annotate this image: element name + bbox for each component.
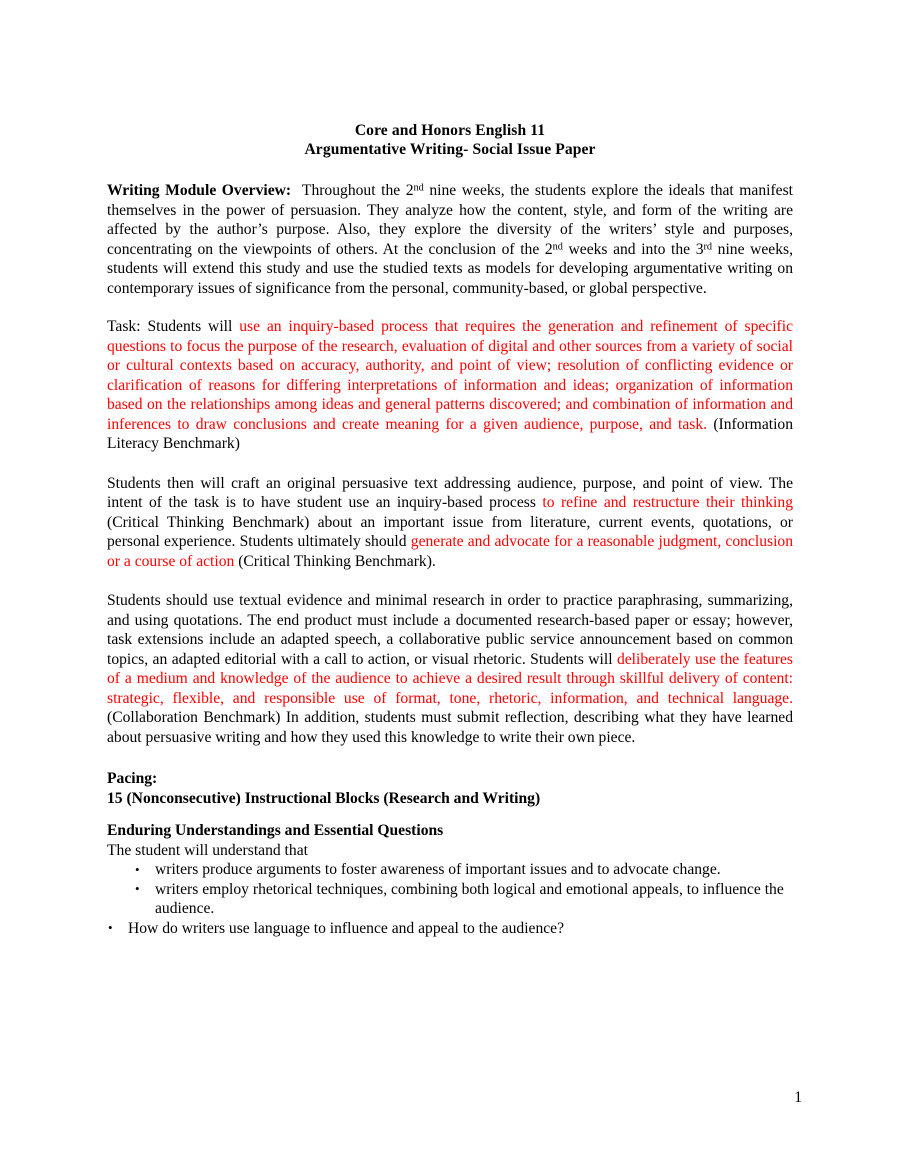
evidence-part-1: Students should use textual evidence and minimal research in order to practice paraphrasing, summarizing, and using quotations. The end product must include a documented research-based paper or essay; however, task extensions include an adapted speech, a collaborative public service announcement based on common topics, an adapted editorial with a call to action, or visual rhetoric. Students will — [107, 592, 793, 668]
understandings-list — [107, 860, 793, 938]
craft-part-1: Students then will craft an original persuasive text addressing audience, purpose, and point of view. The intent of the task is to have student use an inquiry-based process — [107, 474, 793, 512]
overview-text-a — [291, 182, 302, 199]
understandings-lead-in: The student will understand that — [107, 841, 308, 859]
superscript-rd-1: rd — [703, 241, 713, 253]
overview-text-d: nine weeks, students will extend this study and use the studied texts as models for developing argumentative writing on contemporary issues of significance from the personal, community-based, or global perspective. — [107, 240, 793, 297]
paragraph-task — [107, 317, 793, 454]
list-item: • writers produce arguments to foster awareness of important issues and to advocate change. — [107, 860, 793, 880]
list-item: • writers employ rhetorical techniques, combining both logical and emotional appeals, to influence the audience. — [107, 880, 793, 919]
spacer — [107, 571, 793, 591]
task-red-text: use an inquiry-based process that requires the generation and refinement of specific questions to focus the purpose of the research, evaluation of digital and other sources from a variety of social or cultural contexts based on accuracy, authority, and point of view; resolution of conflicting evidence or clarification of reasons for differing interpretations of information and ideas; organization of information based on the relationships among ideas and general patterns discovered; and combination of information and inferences to draw conclusions and create meaning for a given audience, purpose, and task. — [107, 318, 793, 433]
page-number: 1 — [794, 1089, 802, 1106]
spacer — [107, 454, 793, 474]
superscript-nd-1: nd — [413, 182, 424, 194]
paragraph-writing-module-overview — [107, 181, 793, 298]
list-item-essential-question: • How do writers use language to influence and appeal to the audience? — [107, 919, 793, 939]
spacer — [107, 159, 793, 181]
page-title — [107, 122, 793, 159]
craft-part-3: (Critical Thinking Benchmark). — [234, 552, 436, 570]
pacing-value: 15 (Nonconsecutive) Instructional Blocks (Research and Writing) — [107, 789, 541, 807]
craft-red-1: to refine and restructure their thinking — [542, 494, 793, 512]
enduring-understandings-heading: Enduring Understandings and Essential Questions — [107, 822, 444, 840]
overview-label: Writing Module Overview: — [107, 182, 292, 200]
craft-red-2: generate and advocate for a reasonable judgment, conclusion or a course of action — [107, 533, 793, 570]
task-label: Task: Students will — [107, 318, 240, 336]
overview-text-b: nine weeks, the students explore the ideals that manifest themselves in the power of persuasion. They analyze how the content, style, and form of the writing are affected by the author’s purpose. Also, they explore the diversity of the writers’ style and purposes, concentrating on the viewpoints of others. At the conclusion of the 2 — [107, 182, 793, 258]
overview-text-a2: Throughout the 2 — [301, 182, 414, 200]
title-line-2: Argumentative Writing- Social Issue Paper — [304, 140, 596, 158]
document-content — [107, 122, 793, 938]
paragraph-textual-evidence — [107, 591, 793, 747]
evidence-part-2: (Collaboration Benchmark) In addition, students must submit reflection, describing what they have learned about persuasive writing and how they used this knowledge to write their own piece. — [107, 709, 793, 746]
craft-part-2: (Critical Thinking Benchmark) about an important issue from literature, current events, quotations, or personal experience. Students ultimately should — [107, 513, 793, 551]
spacer — [107, 808, 793, 821]
task-benchmark: (Information Literacy Benchmark) — [107, 415, 793, 453]
paragraph-craft-text — [107, 474, 793, 572]
overview-text-c: weeks and into the 3 — [562, 240, 704, 258]
title-line-1: Core and Honors English 11 — [354, 122, 546, 139]
superscript-nd-2: nd — [552, 241, 563, 253]
evidence-red-1: deliberately use the features of a medium and knowledge of the audience to achieve a desired result through skillful delivery of content: strategic, flexible, and responsible use of format, tone, rhetoric, information, and technical language. — [107, 650, 793, 707]
spacer — [107, 298, 793, 317]
spacer — [107, 747, 793, 769]
pacing-heading: Pacing: — [107, 770, 158, 788]
